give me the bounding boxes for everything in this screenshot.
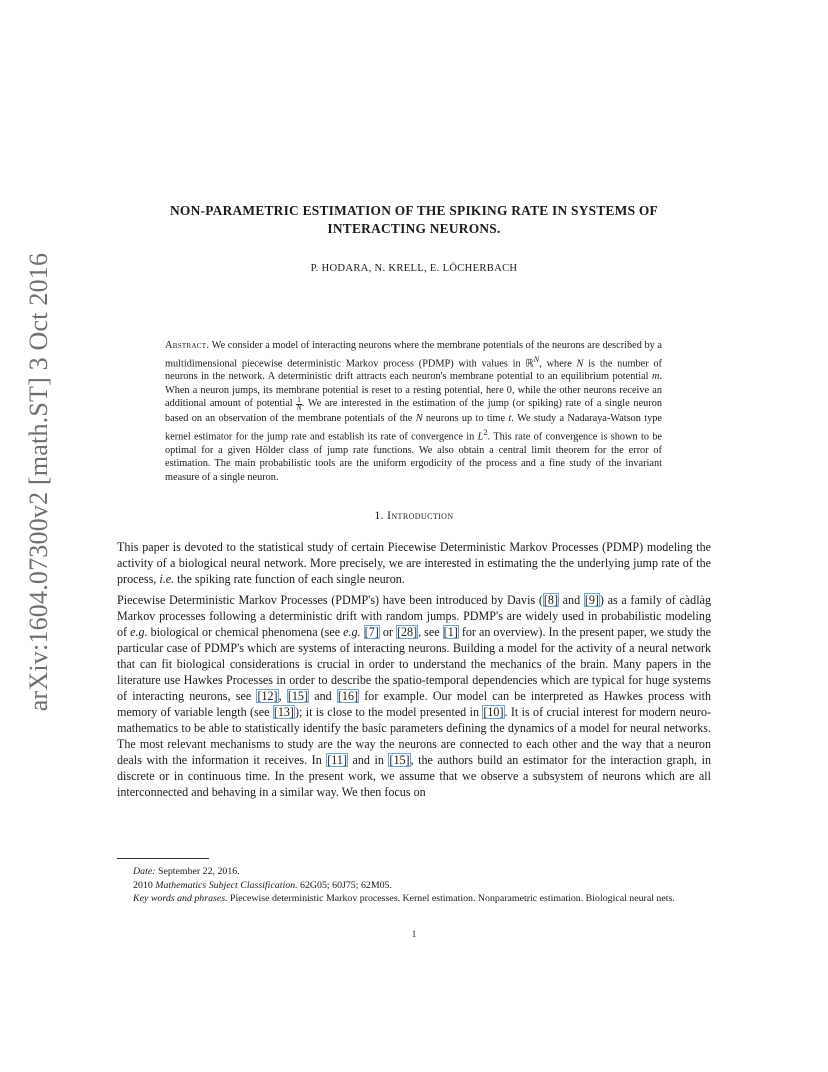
footnote-value: September 22, 2016. — [155, 866, 240, 877]
body-italic: i.e. — [159, 572, 175, 586]
math-t: t — [508, 413, 512, 425]
body-text: , the authors build an estimator for the interaction graph, in discrete or in continuous time. In the present work, we assume that we observe a subsystem of neurons which are all interconnected and behaving in a similar way. We then focus on — [117, 753, 711, 799]
footnote-year: 2010 — [133, 879, 156, 891]
citation-link-13[interactable]: [13] — [273, 705, 294, 719]
footnote-keywords — [117, 892, 711, 906]
arxiv-id-text: arXiv:1604.07300v2 [math.ST] 3 Oct 2016 — [24, 252, 54, 712]
abstract-block — [165, 339, 662, 484]
body-text: for an overview). In the present paper, we study the particular case of PDMP's which are systems of interacting neurons. Building a model for the activity of a neural network that can fit biological considerations is crucial in order to understand the mechanics of the brain. Many papers in the literature use Hawkes Processes in order to describe the spatio-temporal dependencies which are typical for huge systems of interacting neurons, see — [117, 625, 712, 703]
citation-link-15[interactable]: [15] — [389, 753, 410, 767]
abstract-text: . When a neuron jumps, its membrane potential is reset to a resting potential, here 0, while the other neurons receive an additional amount of potential — [165, 371, 662, 410]
body-text: Piecewise Deterministic Markov Processes (PDMP's) have been introduced by Davis ( — [117, 593, 543, 607]
citation-link-7[interactable]: [7] — [364, 625, 379, 639]
body-text: and — [558, 593, 584, 607]
citation-link-15[interactable]: [15] — [287, 689, 308, 703]
abstract-text: neurons up to time — [422, 413, 509, 425]
abstract-text: , where — [539, 357, 577, 369]
abstract-label: Abstract. — [165, 340, 210, 351]
footnote-value: 62G05; 60J75; 62M05. — [297, 879, 392, 891]
citation-link-11[interactable]: [11] — [327, 753, 347, 767]
citation-link-10[interactable]: [10] — [483, 705, 504, 719]
body-text: the spiking rate function of each single neuron. — [174, 572, 405, 586]
math-n: N — [415, 413, 423, 425]
footnotes — [117, 865, 711, 906]
footnote-rule — [117, 858, 209, 859]
citation-link-9[interactable]: [9] — [584, 593, 599, 607]
footnote-value: Piecewise deterministic Markov processes. Kernel estimation. Nonparametric estimation. Biological neural nets. — [227, 893, 675, 904]
footnote-date — [117, 865, 711, 879]
body-text: and — [309, 689, 337, 703]
section-heading: 1. Introduction — [374, 510, 454, 522]
math-n: N — [576, 357, 584, 369]
intro-paragraph-2 — [117, 592, 711, 800]
introduction-body — [117, 539, 711, 805]
abstract-text: . This rate of convergence is shown to be optimal for a given Hölder class of jump rate functions. We also obtain a central limit theorem for the error of estimation. The main probabilistic tools are the uniform ergodicity of the process and a fine study of the invariant measure of a single neuron. — [165, 431, 662, 483]
body-text: , see — [418, 625, 443, 639]
body-text: . It is of crucial interest for modern neuro-mathematics to be able to statistically identify the basic parameters defining the dynamics of a model for neural networks. The most relevant mechanisms to study are the way the neurons are connected to each other and the way that a neuron deals with the information it receives. In — [117, 705, 712, 767]
body-text: ) as a family of càdlàg Markov processes following a deterministic drift with random jumps. PDMP's are widely used in probabilistic modeling of — [117, 593, 711, 639]
body-text: for example. Our model can be interpreted as Hawkes process with memory of variable length (see — [117, 689, 711, 719]
footnote-msc — [117, 879, 711, 893]
abstract-text: We consider a model of interacting neurons where the membrane potentials of the neurons are described by a multidimensional piecewise deterministic Markov process (PDMP) with values in — [165, 340, 663, 369]
body-italic: e.g. — [343, 625, 361, 639]
citation-link-16[interactable]: [16] — [337, 689, 359, 703]
citation-link-12[interactable]: [12] — [257, 689, 278, 703]
fraction-numerator: 1 — [297, 396, 301, 405]
body-italic: e.g. — [130, 625, 148, 639]
body-text: This paper is devoted to the statistical study of certain Piecewise Deterministic Markov Processes (PDMP) modeling the activity of a biological neural network. More precisely, we are interested in estimating the the underlying jump rate of the process, — [117, 540, 711, 586]
author-list: P. HODARA, N. KRELL, E. LÖCHERBACH — [310, 263, 518, 274]
page-number: 1 — [411, 930, 417, 940]
intro-paragraph-1 — [117, 539, 711, 587]
citation-link-8[interactable]: [8] — [543, 593, 558, 607]
citation-link-28[interactable]: [28] — [396, 625, 418, 639]
fraction-denominator: N — [296, 404, 302, 413]
title-line-1: NON-PARAMETRIC ESTIMATION OF THE SPIKING RATE IN SYSTEMS OF — [170, 203, 658, 218]
body-text: ); it is close to the model presented in — [294, 705, 483, 719]
arxiv-sidebar-stamp — [22, 252, 56, 712]
math-sup-n: N — [533, 353, 540, 364]
paper-title — [110, 202, 718, 238]
math-reals: ℝ — [525, 357, 534, 369]
abstract-text: . We study a Nadaraya-Watson type kernel estimator for the jump rate and establish its rate of convergence in — [165, 413, 662, 443]
body-text: and in — [347, 753, 389, 767]
footnote-label: Mathematics Subject Classification. — [155, 879, 298, 891]
math-l: L — [477, 431, 484, 443]
title-line-2: INTERACTING NEURONS. — [327, 221, 501, 236]
abstract-text: . We are interested in the estimation of the jump (or spiking) rate of a single neuron based on an observation of the membrane potentials of the — [165, 398, 662, 425]
math-m: m — [651, 371, 660, 383]
footnote-label: Date: — [133, 866, 156, 877]
citation-link-1[interactable]: [1] — [443, 625, 458, 639]
abstract-text: is the number of neurons in the network. A deterministic drift attracts each neuron's membrane potential to an equilibrium potential — [165, 357, 662, 383]
math-sup-2: 2 — [483, 426, 488, 437]
body-text: biological or chemical phenomena (see — [147, 625, 344, 639]
footnote-label: Key words and phrases. — [133, 893, 228, 904]
body-text: or — [379, 625, 396, 639]
body-text: , — [278, 689, 287, 703]
